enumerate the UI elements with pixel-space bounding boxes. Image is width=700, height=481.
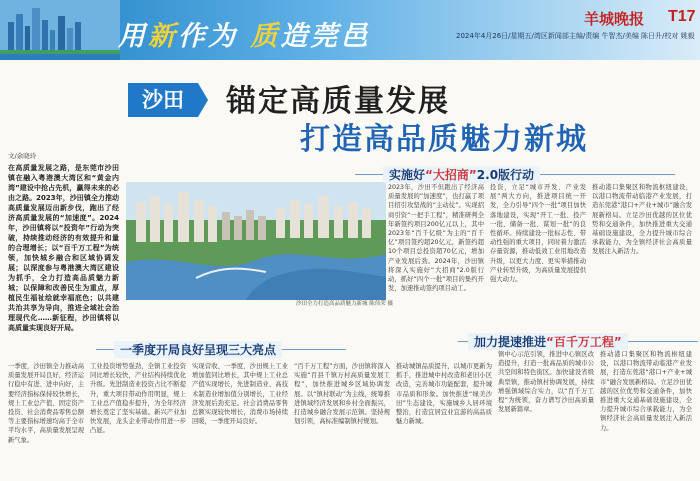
article-column-2: 投资，立足“城市开发、产业发展”两大方向，推进项目统一开发，全力引导“四个一批”项目加快落地建设，实现“开工一批、投产一批、储备一批、谋划一批”的良性循环。持续建设一批标志性、带动性强的重大项目，同时着力激活存量资源，推动低效工业用地改造升级，以更大力度、更实举措推动产业转型升级，为高质量发展提供强大动力。 <box>490 184 586 284</box>
city-photo <box>126 182 386 300</box>
headline-line1: 锚定高质量发展 <box>226 84 450 119</box>
byline: 文/余晓玲 <box>8 152 37 160</box>
city-photo-illustration <box>126 182 386 300</box>
article-column-8: 推动城镇品质提升，以城市更新为抓手，推进城中村改造和老旧小区改造，完善城市功能配套，提升城市品质和形象。加快推进“绿美沙田”生态建设，实施城乡人居环境整治，打造宜居宜业宜游的高品质魅力新城。 <box>396 363 492 426</box>
skyline-illustration <box>0 0 120 60</box>
photo-caption: 沙田全力打造高品质魅力新城 陈伟荣 摄 <box>296 301 393 307</box>
section-title: 实施好“大招商”2.0版行动 <box>383 166 540 183</box>
newspaper-brand: 羊城晚报 <box>584 10 645 28</box>
banner-title: 用新作为 质造莞邑 <box>118 21 371 52</box>
headline-line2: 打造高品质魅力新城 <box>300 122 588 157</box>
section-heading-q1 <box>96 341 346 357</box>
article-column-6: 实现营收、一季度，沙田规上工业增加值同比增长，其中规上工业总产值实现增长，先进制造业、高技术制造业增加值分别增长，工业经济发展后劲充足。社会消费品零售总额实现较快增长，消费市场持续回暖，一季度开局良好。 <box>192 363 288 426</box>
section-heading-project <box>458 333 698 349</box>
location-tag: 沙田 <box>128 83 198 117</box>
article-column-3: 推动港口集聚区和物流枢纽建设，以港口物流带动临港产业发展，打造东莞港“港口+产业+城市”融合发展新格局。立足沙田优越的区位优势和交通条件，加快推进重大交通基础设施建设，全力提升城市综合承载能力，为全镇经济社会高质量发展注入新活力。 <box>592 184 692 256</box>
section-heading-investment <box>355 166 675 182</box>
issue-info: 2024年4月26日/星期五/湾区新闻部主编/责编 牛智杰/美编 陈日升/校对 姚毅 <box>456 32 695 40</box>
banner <box>0 0 700 60</box>
article-column-7: “百千万工程”方面，沙田镇将深入实施“百县千镇万村高质量发展工程”，加快推进城乡区域协调发展。以“镇村联动”为主线，统筹推进镇域经济发展和乡村全面振兴，打造城乡融合发展示范镇。坚持规划引领，高标准编制镇村规划。 <box>294 363 390 426</box>
article-column-9: 镇中心示范引领，推进中心镇区改造提升，打造一批高品质的城市公共空间和特色街区。加快建设省级典型镇，推动镇村协调发展，持续增强镇域综合实力，以“百千万工程”为统领，奋力谱写沙田高质量发展新篇章。 <box>498 351 594 414</box>
section-title: 一季度开局良好呈现三大亮点 <box>114 341 282 358</box>
page-number: T17 <box>668 8 696 25</box>
article-column-5: 工业投资增势强劲，全镇工业投资同比增长较快，产业结构持续优化升级。先进制造业投资占比不断提升，重大项目带动作用明显，规上工业总产值稳步提升，为全年经济增长奠定了坚实基础。新兴产业加快发展，龙头企业带动作用进一步凸显。 <box>90 363 186 435</box>
lead-paragraph: 在高质量发展之路，是东莞市沙田镇在融入粤港澳大湾区和“黄金内湾”建设中抢占先机，赢得未来的必由之路。2023年，沙田镇全力推动高质量发展迈出新步伐，跑出了经济高质量发展的“加速度”。2024年，沙田镇将以“投资年”行动为突破，持续推动经济的有效提升和量的合理增长；以“百千万工程”为统领，加快城乡融合和区域协调发展；以深度参与粤港澳大湾区建设为抓手，全力打造高品质魅力新城；以保障和改善民生为重点，厚植民生福祉绘就幸福底色；以共建共治共享为导向，推进全域社会治理现代化……新征程，沙田镇将以高质量实现良好开局。 <box>8 164 119 332</box>
article-column-4: 一季度，沙田镇全力推动高质量发展开局良好，经济运行稳中有进、进中向好，主要经济指标保持较快增长，规上工业总产值、固定资产投资、社会消费品零售总额等主要指标增速均高于全市平均水平，高质量发展呈现新气象。 <box>8 363 84 444</box>
section-title: 加力提速推进“百千万工程” <box>468 333 628 350</box>
article-column-10: 推动港口集聚区和物流枢纽建设，以港口物流带动临港产业发展，打造东莞港“港口+产业+城市”融合发展新格局。立足沙田优越的区位优势和交通条件，加快推进重大交通基础设施建设，全力提升城市综合承载能力，为全镇经济社会高质量发展注入新活力。 <box>600 351 692 432</box>
article-column-1: 2023年，沙田不但跑出了经济高质量发展的“加速度”，也打赢了项目招引攻坚战的“主动仗”。实现招商引资“一把手工程”，精准研判全年新签约项目200亿元以上，其中2023年“百千亿级”为主的“百千亿”项目签约超20亿元，新签约超10个项目总投资超70亿元，增加产业发展后劲。2024年，沙田镇将深入实施好“大招商”2.0版行动，抓好“四个一批”项目的集约开发，加速推动签约项目动工。 <box>388 184 484 293</box>
